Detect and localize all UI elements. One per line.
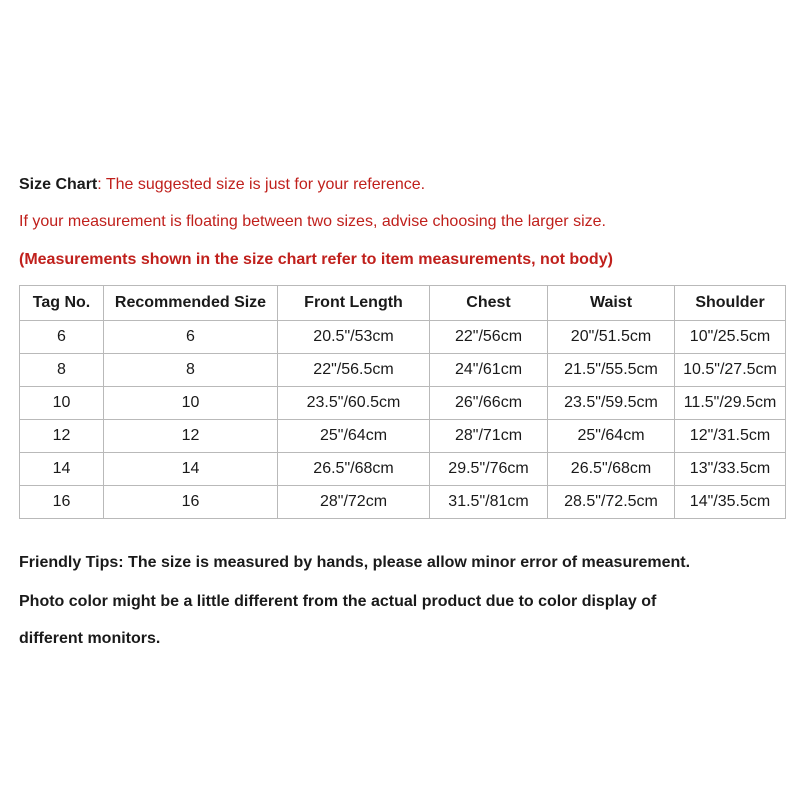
cell-chest: 26"/66cm (430, 387, 548, 420)
cell-recommended-size: 12 (104, 420, 278, 453)
table-row (20, 486, 786, 519)
cell-waist: 20"/51.5cm (548, 321, 675, 354)
cell-recommended-size: 6 (104, 321, 278, 354)
cell-chest: 22"/56cm (430, 321, 548, 354)
header-waist: Waist (548, 286, 675, 321)
cell-front-length: 25"/64cm (278, 420, 430, 453)
cell-front-length: 23.5"/60.5cm (278, 387, 430, 420)
cell-tag-no: 16 (20, 486, 104, 519)
cell-waist: 25"/64cm (548, 420, 675, 453)
table-row (20, 354, 786, 387)
cell-recommended-size: 8 (104, 354, 278, 387)
header-chest: Chest (430, 286, 548, 321)
cell-shoulder: 14"/35.5cm (675, 486, 786, 519)
header-shoulder: Shoulder (675, 286, 786, 321)
cell-front-length: 26.5"/68cm (278, 453, 430, 486)
cell-waist: 28.5"/72.5cm (548, 486, 675, 519)
size-chart-intro (19, 175, 425, 195)
size-chart-label: Size Chart (19, 176, 98, 193)
cell-waist: 26.5"/68cm (548, 453, 675, 486)
cell-tag-no: 10 (20, 387, 104, 420)
size-chart-reference-note: : The suggested size is just for your reference. (97, 176, 426, 193)
color-disclaimer-continued: different monitors. (19, 630, 161, 647)
cell-tag-no: 8 (20, 354, 104, 387)
cell-shoulder: 13"/33.5cm (675, 453, 786, 486)
cell-shoulder: 12"/31.5cm (675, 420, 786, 453)
table-header-row (20, 286, 786, 321)
header-tag-no: Tag No. (20, 286, 104, 321)
cell-tag-no: 6 (20, 321, 104, 354)
cell-recommended-size: 14 (104, 453, 278, 486)
cell-chest: 31.5"/81cm (430, 486, 548, 519)
cell-tag-no: 14 (20, 453, 104, 486)
cell-front-length: 28"/72cm (278, 486, 430, 519)
measurement-note: (Measurements shown in the size chart refer to item measurements, not body) (19, 251, 613, 268)
table-row (20, 420, 786, 453)
table-row (20, 387, 786, 420)
larger-size-advice: If your measurement is floating between two sizes, advise choosing the larger size. (19, 213, 606, 230)
cell-recommended-size: 10 (104, 387, 278, 420)
cell-shoulder: 10.5"/27.5cm (675, 354, 786, 387)
cell-front-length: 20.5"/53cm (278, 321, 430, 354)
cell-recommended-size: 16 (104, 486, 278, 519)
cell-shoulder: 10"/25.5cm (675, 321, 786, 354)
cell-waist: 21.5"/55.5cm (548, 354, 675, 387)
cell-front-length: 22"/56.5cm (278, 354, 430, 387)
table-row (20, 453, 786, 486)
cell-chest: 28"/71cm (430, 420, 548, 453)
header-front-length: Front Length (278, 286, 430, 321)
header-recommended-size: Recommended Size (104, 286, 278, 321)
friendly-tips: Friendly Tips: The size is measured by hands, please allow minor error of measurement. (19, 554, 691, 571)
cell-waist: 23.5"/59.5cm (548, 387, 675, 420)
cell-chest: 29.5"/76cm (430, 453, 548, 486)
cell-tag-no: 12 (20, 420, 104, 453)
size-chart-table (19, 285, 786, 519)
table-row (20, 321, 786, 354)
cell-shoulder: 11.5"/29.5cm (675, 387, 786, 420)
color-disclaimer: Photo color might be a little different from the actual product due to color display of (19, 593, 657, 610)
cell-chest: 24"/61cm (430, 354, 548, 387)
